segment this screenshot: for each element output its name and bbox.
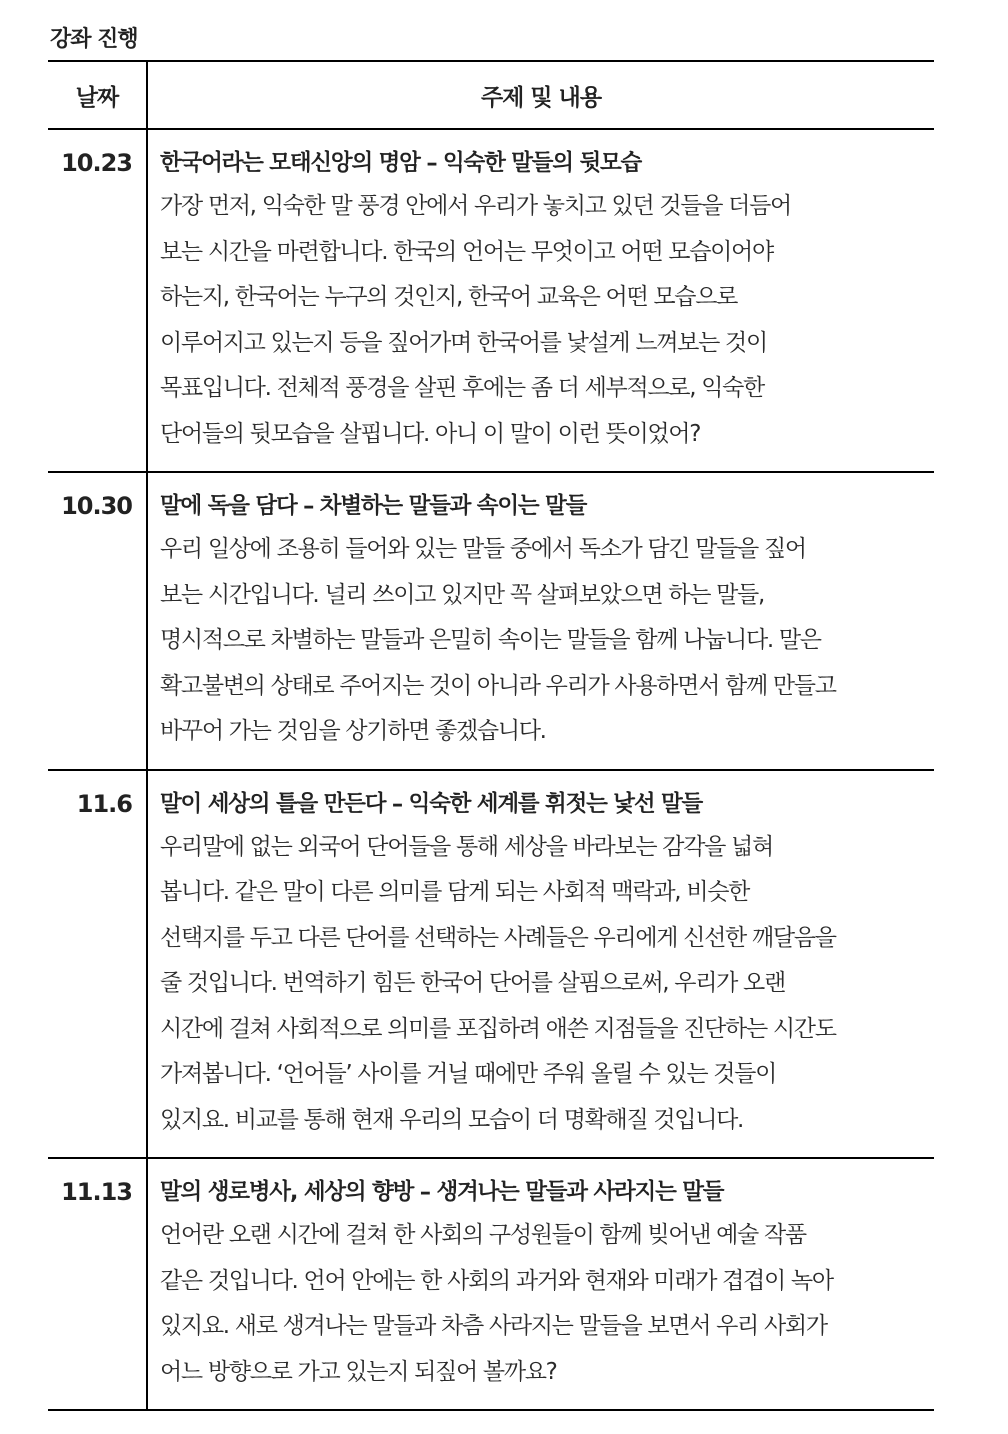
description-line: 어느 방향으로 가고 있는지 되짚어 볼까요? bbox=[160, 1358, 557, 1385]
session-title: 말에 독을 담다 – 차별하는 말들과 속이는 말들 bbox=[160, 493, 587, 519]
table-row bbox=[48, 770, 934, 1159]
description-line: 명시적으로 차별하는 말들과 은밀히 속이는 말들을 함께 나눕니다. 말은 bbox=[160, 627, 821, 653]
table-row bbox=[48, 1158, 934, 1410]
session-date: 10.23 bbox=[61, 149, 132, 177]
content-cell bbox=[147, 129, 934, 472]
header-content: 주제 및 내용 bbox=[147, 61, 934, 129]
content-cell bbox=[147, 1158, 934, 1410]
session-description bbox=[160, 527, 924, 755]
table-header-row bbox=[48, 61, 934, 129]
content-cell bbox=[147, 472, 934, 770]
session-description bbox=[160, 184, 924, 457]
session-date: 11.13 bbox=[61, 1178, 132, 1206]
session-description bbox=[160, 825, 924, 1144]
date-cell bbox=[48, 1158, 147, 1410]
table-row bbox=[48, 129, 934, 472]
description-line: 있지요. 새로 생겨나는 말들과 차츰 사라지는 말들을 보면서 우리 사회가 bbox=[160, 1313, 827, 1339]
session-description bbox=[160, 1213, 924, 1395]
description-line: 가장 먼저, 익숙한 말 풍경 안에서 우리가 놓치고 있던 것들을 더듬어 bbox=[160, 193, 791, 219]
description-line: 시간에 걸쳐 사회적으로 의미를 포집하려 애쓴 지점들을 진단하는 시간도 bbox=[160, 1015, 836, 1042]
description-line: 보는 시간입니다. 널리 쓰이고 있지만 꼭 살펴보았으면 하는 말들, bbox=[160, 581, 764, 608]
description-line: 가져봅니다. ‘언어들’ 사이를 거닐 때에만 주워 올릴 수 있는 것들이 bbox=[160, 1061, 777, 1087]
description-line: 봅니다. 같은 말이 다른 의미를 담게 되는 사회적 맥락과, 비슷한 bbox=[160, 879, 750, 905]
table-row bbox=[48, 472, 934, 770]
session-title: 한국어라는 모태신앙의 명암 – 익숙한 말들의 뒷모습 bbox=[160, 150, 642, 176]
description-line: 목표입니다. 전체적 풍경을 살핀 후에는 좀 더 세부적으로, 익숙한 bbox=[160, 375, 764, 401]
description-line: 보는 시간을 마련합니다. 한국의 언어는 무엇이고 어떤 모습이어야 bbox=[160, 238, 773, 265]
date-cell bbox=[48, 770, 147, 1159]
description-line: 같은 것입니다. 언어 안에는 한 사회의 과거와 현재와 미래가 겹겹이 녹아 bbox=[160, 1267, 833, 1294]
section-title: 강좌 진행 bbox=[50, 27, 138, 52]
description-line: 우리말에 없는 외국어 단어들을 통해 세상을 바라보는 감각을 넓혀 bbox=[160, 833, 773, 860]
date-cell bbox=[48, 472, 147, 770]
description-line: 단어들의 뒷모습을 살핍니다. 아니 이 말이 이런 뜻이었어? bbox=[160, 420, 701, 447]
description-line: 선택지를 두고 다른 단어를 선택하는 사례들은 우리에게 신선한 깨달음을 bbox=[160, 924, 836, 951]
description-line: 언어란 오랜 시간에 걸쳐 한 사회의 구성원들이 함께 빚어낸 예술 작품 bbox=[160, 1222, 806, 1248]
session-title: 말이 세상의 틀을 만든다 – 익숙한 세계를 휘젓는 낯선 말들 bbox=[160, 790, 703, 817]
header-date: 날짜 bbox=[48, 61, 147, 129]
description-line: 바꾸어 가는 것임을 상기하면 좋겠습니다. bbox=[160, 718, 546, 744]
description-line: 확고불변의 상태로 주어지는 것이 아니라 우리가 사용하면서 함께 만들고 bbox=[160, 672, 836, 699]
description-line: 하는지, 한국어는 누구의 것인지, 한국어 교육은 어떤 모습으로 bbox=[160, 284, 738, 310]
session-title: 말의 생로병사, 세상의 향방 – 생겨나는 말들과 사라지는 말들 bbox=[160, 1179, 724, 1205]
description-line: 우리 일상에 조용히 들어와 있는 말들 중에서 독소가 담긴 말들을 짚어 bbox=[160, 536, 806, 562]
description-line: 있지요. 비교를 통해 현재 우리의 모습이 더 명확해질 것입니다. bbox=[160, 1106, 744, 1133]
description-line: 줄 것입니다. 번역하기 힘든 한국어 단어를 살핌으로써, 우리가 오랜 bbox=[160, 970, 785, 996]
description-line: 이루어지고 있는지 등을 짚어가며 한국어를 낯설게 느껴보는 것이 bbox=[160, 329, 767, 356]
date-cell bbox=[48, 129, 147, 472]
session-date: 11.6 bbox=[76, 789, 132, 818]
content-cell bbox=[147, 770, 934, 1159]
lecture-schedule-table bbox=[48, 60, 934, 1411]
session-date: 10.30 bbox=[61, 492, 132, 520]
